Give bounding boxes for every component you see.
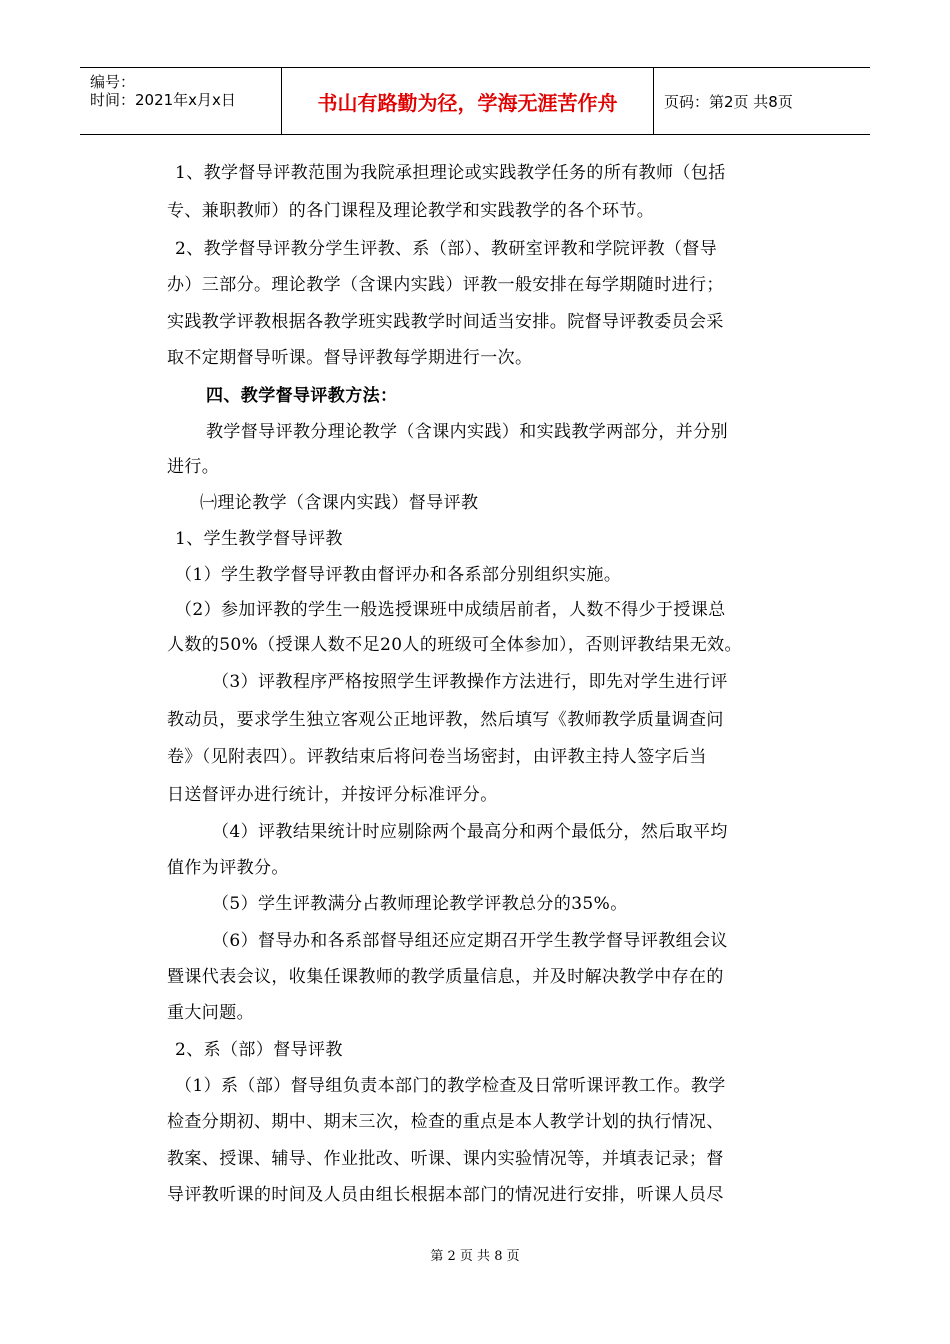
body-line: 重大问题。	[167, 1003, 254, 1023]
body-line: 办）三部分。理论教学（含课内实践）评教一般安排在每学期随时进行；	[167, 275, 724, 295]
subsection-heading: ㈠理论教学（含课内实践）督导评教	[200, 493, 479, 513]
body-line: 2、教学督导评教分学生评教、系（部）、教研室评教和学院评教（督导	[175, 239, 718, 259]
header-info-cell	[80, 68, 282, 134]
body-line: 1、学生教学督导评教	[175, 529, 343, 549]
body-line: 专、兼职教师）的各门课程及理论教学和实践教学的各个环节。	[167, 201, 655, 221]
body-line: （2）参加评教的学生一般选授课班中成绩居前者，人数不得少于授课总	[175, 600, 726, 620]
document-date-label: 时间：2021年x月x日	[90, 91, 236, 109]
body-line: （3）评教程序严格按照学生评教操作方法进行，即先对学生进行评	[212, 672, 728, 692]
body-line: 实践教学评教根据各教学班实践教学时间适当安排。院督导评教委员会采	[167, 312, 724, 332]
header-page-number: 页码：第2页 共8页	[664, 93, 793, 111]
section-heading: 四、教学督导评教方法：	[206, 386, 398, 406]
body-line: 卷》（见附表四）。评教结束后将问卷当场密封，由评教主持人签字后当	[167, 747, 707, 767]
header-motto-cell	[282, 68, 654, 134]
body-line: 人数的50%（授课人数不足20人的班级可全体参加），否则评教结果无效。	[167, 635, 742, 655]
document-number-label: 编号：	[90, 73, 136, 91]
body-line: 1、教学督导评教范围为我院承担理论或实践教学任务的所有教师（包括	[175, 163, 726, 183]
body-line: 检查分期初、期中、期末三次，检查的重点是本人教学计划的执行情况、	[167, 1112, 724, 1132]
body-line: 取不定期督导听课。督导评教每学期进行一次。	[167, 348, 533, 368]
body-line: （1）学生教学督导评教由督评办和各系部分别组织实施。	[175, 565, 622, 585]
page-footer: 第 2 页 共 8 页	[430, 1249, 520, 1264]
body-line: 进行。	[167, 457, 220, 477]
header-motto: 书山有路勤为径，学海无涯苦作舟	[317, 91, 618, 115]
body-line: （4）评教结果统计时应剔除两个最高分和两个最低分，然后取平均	[212, 822, 728, 842]
body-line: 教动员，要求学生独立客观公正地评教，然后填写《教师教学质量调查问	[167, 710, 724, 730]
body-line: （1）系（部）督导组负责本部门的教学检查及日常听课评教工作。教学	[175, 1076, 726, 1096]
body-line: （6）督导办和各系部督导组还应定期召开学生教学督导评教组会议	[212, 931, 728, 951]
body-line: 教学督导评教分理论教学（含课内实践）和实践教学两部分，并分别	[206, 422, 728, 442]
body-line: （5）学生评教满分占教师理论教学评教总分的35%。	[212, 894, 628, 914]
header-page-cell	[654, 68, 870, 134]
page-header	[80, 67, 870, 135]
body-line: 值作为评教分。	[167, 858, 289, 878]
body-line: 日送督评办进行统计，并按评分标准评分。	[167, 785, 498, 805]
body-line: 暨课代表会议，收集任课教师的教学质量信息，并及时解决教学中存在的	[167, 967, 724, 987]
body-line: 导评教听课的时间及人员由组长根据本部门的情况进行安排，听课人员尽	[167, 1185, 724, 1205]
body-line: 2、系（部）督导评教	[175, 1040, 343, 1060]
body-line: 教案、授课、辅导、作业批改、听课、课内实验情况等，并填表记录；督	[167, 1149, 724, 1169]
